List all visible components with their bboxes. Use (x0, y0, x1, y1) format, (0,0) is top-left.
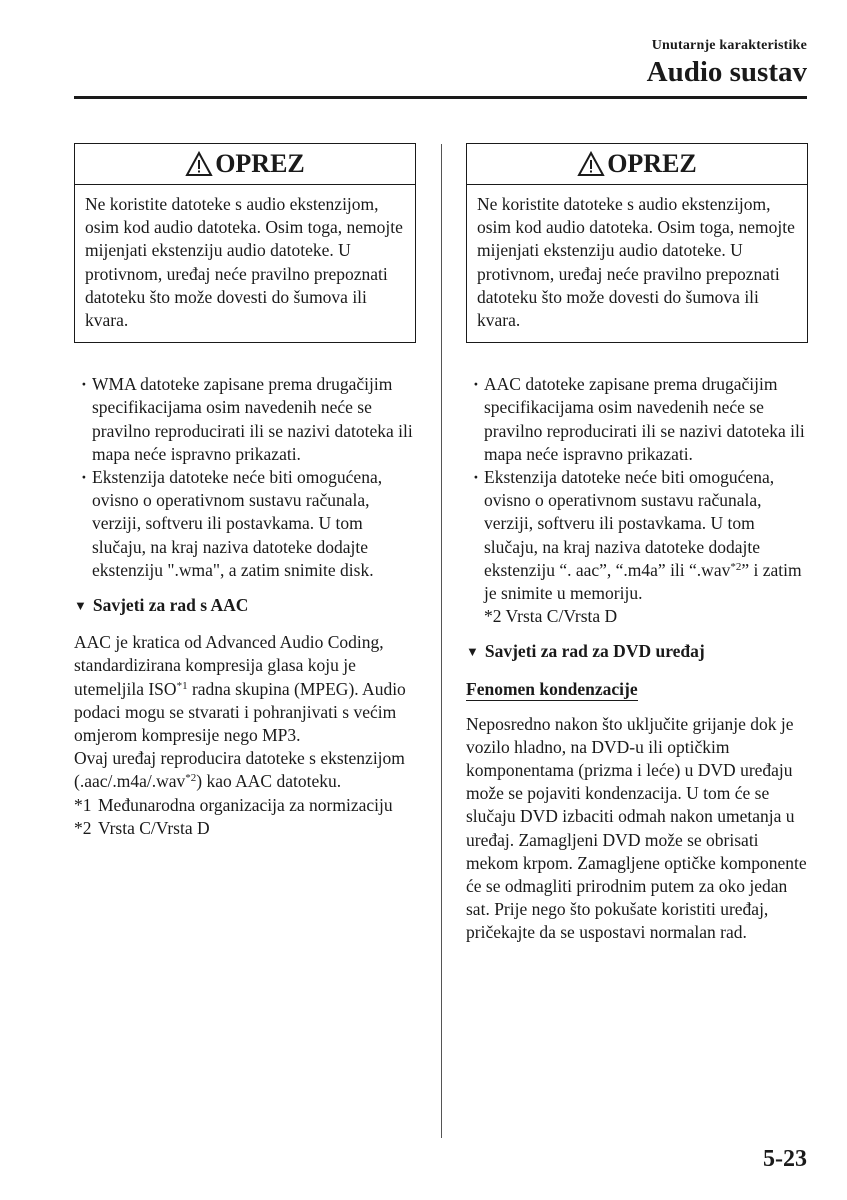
footnote-mark: *2 (74, 817, 92, 838)
text-run: AAC je kratica od Advanced Audio Coding, standardizirana kompresija glasa koju je utemeljila ISO (74, 632, 384, 699)
triangle-down-icon: ▼ (466, 644, 479, 660)
text-run: ) kao AAC datoteku. (196, 771, 342, 792)
column-divider (441, 144, 442, 1138)
warning-icon (577, 151, 605, 177)
caution-header (75, 144, 415, 185)
footnote (74, 794, 416, 817)
section-heading-text: Savjeti za rad s AAC (92, 595, 249, 616)
text-run: radna skupina (MPEG). Audio podaci mogu se stvarati i pohranjivati s većim omjerom kompresije nego MP3. (74, 678, 406, 746)
footnote-text: Međunarodna organizacija za normizaciju (98, 794, 393, 815)
paragraph: Neposredno nakon što uključite grijanje dok je vozilo hladno, na DVD-u ili optičkim komponentama (prizma i leće) u DVD uređaju može se pojaviti kondenzacija. U tom će se slučaju DVD izbaciti odmah nakon umetanja u uređaj. Zamagljeni DVD može se obrisati mekom krpom. Zamagljene optičke komponente će se odmagliti prirodnim putem za oko jedan sat. Prije nego što pokušate koristiti uređaj, pričekajte da se uspostavi normalan rad. (466, 713, 807, 943)
list-item: · Ekstenzija datoteke neće biti omogućena, ovisno o operativnom sustavu računala, verziji, softveru ili postavkama. U tom slučaju, na kraj naziva datoteke dodajte ekstenziju ".wma", a zatim snimite disk. (81, 467, 383, 580)
caution-title: OPREZ (215, 149, 305, 179)
section-heading (466, 640, 808, 663)
list-item: · WMA datoteke zapisane prema drugačijim specifikacijama osim navedenih neće se pravilno reproducirati ili se nazivi datoteka ili mapa neće ispravno prikazati. (81, 374, 413, 464)
list-item-text: WMA datoteke zapisane prema drugačijim specifikacijama osim navedenih neće se pravilno reproducirati ili se nazivi datoteka ili mapa neće ispravno prikazati. (92, 374, 413, 464)
caution-text: Ne koristite datoteke s audio ekstenzijom, osim kod audio datoteka. Osim toga, nemojte mijenjati ekstenziju audio datoteke. U protivnom, uređaj neće pravilno prepoznati datoteku što može dovesti do šumova ili kvara. (85, 194, 403, 331)
caution-text: Ne koristite datoteke s audio ekstenzijom, osim kod audio datoteka. Osim toga, nemojte mijenjati ekstenziju audio datoteke. U protivnom, uređaj neće pravilno prepoznati datoteku što može dovesti do šumova ili kvara. (477, 194, 795, 331)
list-item: · Ekstenzija datoteke neće biti omogućena, ovisno o operativnom sustavu računala, verziji, softveru ili postavkama. U tom slučaju, na kraj naziva datoteke dodajte ekstenziju “. aac”, “.m4a” ili “.wav$^{*2}$” i zatim je snimite u memoriju. *2 Vrsta C/Vrsta D (473, 467, 802, 627)
footnote-ref: *1 (176, 679, 188, 692)
inline-footnote: *2 Vrsta C/Vrsta D (484, 606, 618, 627)
list-item-text: AAC datoteke zapisane prema drugačijim specifikacijama osim navedenih neće se pravilno reproducirati ili se nazivi datoteka ili mapa neće ispravno prikazati. (484, 374, 805, 464)
section-heading-text: Savjeti za rad za DVD uređaj (484, 641, 705, 662)
page-number: 5-23 (763, 1146, 807, 1172)
caution-box (74, 143, 416, 343)
list-item: · AAC datoteke zapisane prema drugačijim specifikacijama osim navedenih neće se pravilno reproducirati ili se nazivi datoteka ili mapa neće ispravno prikazati. (473, 374, 805, 464)
left-column (74, 143, 416, 840)
paragraph (74, 631, 416, 747)
footnote (74, 817, 416, 840)
warning-icon (185, 151, 213, 177)
text-run: Ovaj uređaj reproducira datoteke s ekstenzijom (.aac/.m4a/.wav (74, 748, 405, 792)
paragraph (74, 747, 416, 793)
subheading: Fenomen kondenzacije (466, 678, 638, 699)
section-heading (74, 594, 416, 617)
bullet-list (466, 373, 808, 628)
right-column (466, 143, 808, 945)
caution-title: OPREZ (607, 149, 697, 179)
footnote-text: Vrsta C/Vrsta D (98, 817, 210, 838)
triangle-down-icon: ▼ (74, 598, 87, 614)
bullet-list (74, 373, 416, 582)
header-rule (74, 96, 807, 99)
footnote-mark: *1 (74, 794, 92, 815)
section-title: Audio sustav (646, 56, 807, 88)
list-item-text: ” i zatim je snimite u memoriju. (484, 559, 802, 604)
chapter-label: Unutarnje karakteristike (651, 38, 807, 53)
list-item-text: Ekstenzija datoteke neće biti omogućena, ovisno o operativnom sustavu računala, verziji, softveru ili postavkama. U tom slučaju, na kraj naziva datoteke dodajte ekstenziju ".wma", a zatim snimite disk. (92, 467, 383, 580)
footnote-ref: *2 (730, 560, 742, 573)
caution-header (467, 144, 807, 185)
caution-box (466, 143, 808, 343)
list-item-text: Ekstenzija datoteke neće biti omogućena, ovisno o operativnom sustavu računala, verziji, softveru ili postavkama. U tom slučaju, na kraj naziva datoteke dodajte ekstenziju “. aac”, “.m4a” ili “.wav (484, 467, 775, 580)
footnote-ref: *2 (185, 772, 197, 785)
